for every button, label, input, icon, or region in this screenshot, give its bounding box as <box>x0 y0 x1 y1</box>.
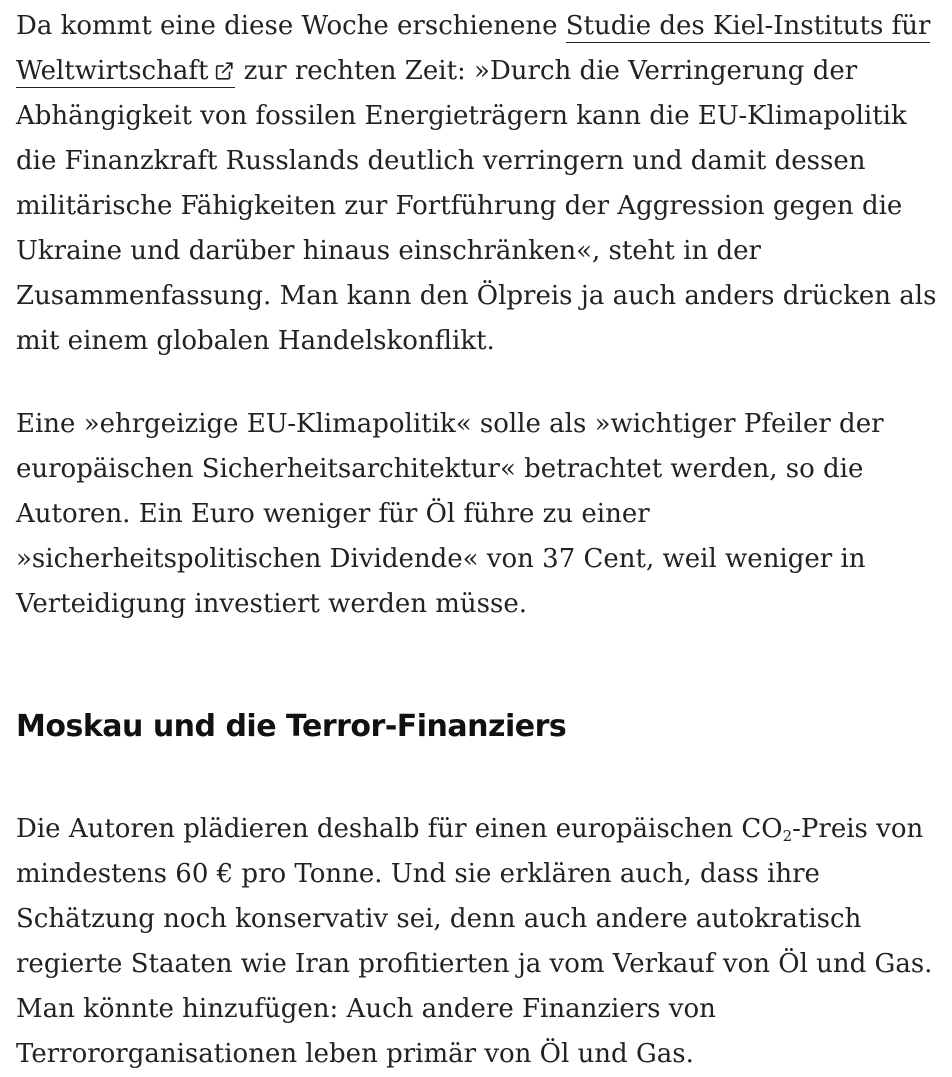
article-body <box>16 0 950 1077</box>
article-paragraph-1 <box>16 4 950 364</box>
paragraph-1-text-start: Da kommt eine diese Woche erschienene <box>16 11 566 41</box>
section-heading: Moskau und die Terror-Finanziers <box>16 709 567 744</box>
article-paragraph-2: Eine »ehrgeizige EU-Klimapolitik« solle als »wichtiger Pfeiler der europäischen Sicherheitsarchitektur« betrachtet werden, so die Autoren. Ein Euro weniger für Öl führe zu einer »sicherheitspolitischen Dividende« von 37 Cent, weil weniger in Verteidigung investiert werden müsse. <box>16 409 884 619</box>
paragraph-3-text-start: Die Autoren plädieren deshalb für einen europäischen CO <box>16 814 783 844</box>
article-paragraph-3 <box>16 807 950 1077</box>
study-link-label: Studie des Kiel-Instituts für Weltwirtschaft <box>16 11 931 86</box>
paragraph-3-text-end: -Preis von mindestens 60 € pro Tonne. Und sie erklären auch, dass ihre Schätzung noch konservativ sei, denn auch andere autokratisch regierte Staaten wie Iran profitierten ja vom Verkauf von Öl und Gas. Man könnte hinzufügen: Auch andere Finanziers von Terrororganisationen leben primär von Öl und Gas. <box>16 814 933 1069</box>
paragraph-1-text-end: zur rechten Zeit: »Durch die Verringerung der Abhängigkeit von fossilen Energieträgern kann die EU-Klimapolitik die Finanzkraft Russlands deutlich verringern und damit dessen militärische Fähigkeiten zur Fortführung der Aggression gegen die Ukraine und darüber hinaus einschränken«, steht in der Zusammenfassung. Man kann den Ölpreis ja auch anders drücken als mit einem globalen Handelskonflikt. <box>16 56 937 356</box>
external-link-icon <box>213 60 235 82</box>
co2-subscript: 2 <box>782 827 793 845</box>
